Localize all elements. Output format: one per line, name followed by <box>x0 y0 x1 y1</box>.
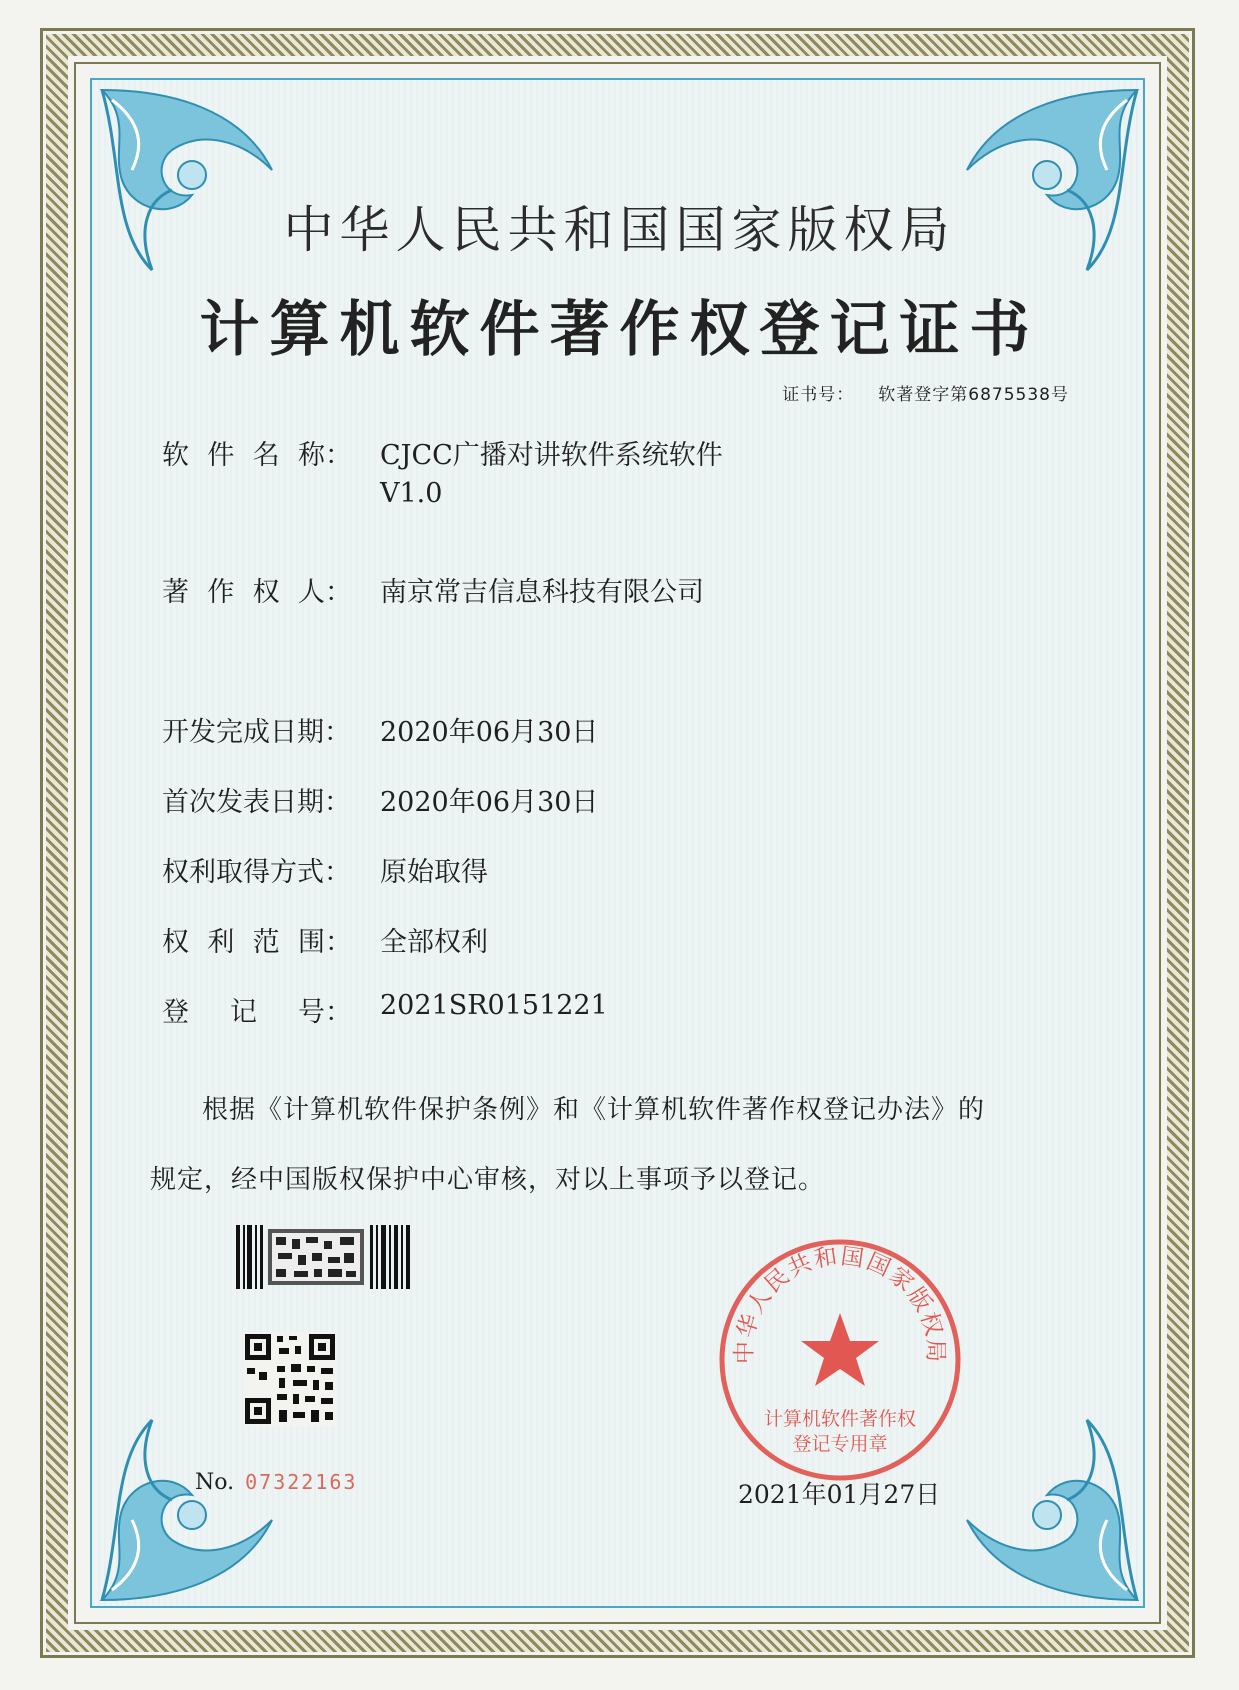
corner-ornament-bottom-right-icon <box>947 1410 1147 1610</box>
corner-ornament-bottom-left-icon <box>92 1410 292 1610</box>
barcode-icon <box>236 1225 411 1289</box>
first-publish-date-value: 2020年06月30日 <box>380 787 599 818</box>
scope-of-rights-value: 全部权利 <box>380 927 488 958</box>
software-version-value: V1.0 <box>380 478 443 509</box>
statement-line-2: 规定，经中国版权保护中心审核，对以上事项予以登记。 <box>150 1165 826 1195</box>
field-label: 著 作 权 人： <box>162 577 352 608</box>
field-label: 权 利 范 围： <box>162 927 352 958</box>
certificate-number <box>782 380 1069 405</box>
svg-text:登记专用章: 登记专用章 <box>792 1433 888 1455</box>
serial-number-value: 07322163 <box>245 1470 358 1494</box>
field-label: 权利取得方式： <box>162 857 351 888</box>
certificate-number-label: 证书号： <box>782 385 855 405</box>
svg-text:中华人民共和国国家版权局: 中华人民共和国国家版权局 <box>731 1243 949 1365</box>
field-label: 软 件 名 称： <box>162 440 352 471</box>
serial-number <box>195 1470 357 1495</box>
qr-code-icon <box>243 1332 337 1426</box>
copyright-holder-value: 南京常吉信息科技有限公司 <box>380 577 704 608</box>
acquisition-method-value: 原始取得 <box>380 857 488 888</box>
issuing-authority: 中华人民共和国国家版权局 <box>283 201 956 259</box>
software-name-value: CJCC广播对讲软件系统软件 <box>380 440 723 471</box>
field-label: 登 记 号： <box>162 997 352 1028</box>
registration-no-value: 2021SR0151221 <box>380 990 608 1021</box>
serial-prefix: No. <box>195 1470 235 1495</box>
certificate-title: 计算机软件著作权登记证书 <box>199 295 1040 365</box>
certificate-number-value: 软著登字第6875538号 <box>878 385 1069 405</box>
svg-text:计算机软件著作权: 计算机软件著作权 <box>763 1408 917 1430</box>
field-label: 开发完成日期： <box>162 717 351 748</box>
statement-line-1: 根据《计算机软件保护条例》和《计算机软件著作权登记办法》的 <box>202 1095 986 1125</box>
field-label: 首次发表日期： <box>162 787 351 818</box>
dev-completion-date-value: 2020年06月30日 <box>380 717 599 748</box>
issue-date: 2021年01月27日 <box>738 1480 941 1509</box>
field-value <box>380 433 723 509</box>
official-seal-stamp-icon <box>715 1235 965 1485</box>
